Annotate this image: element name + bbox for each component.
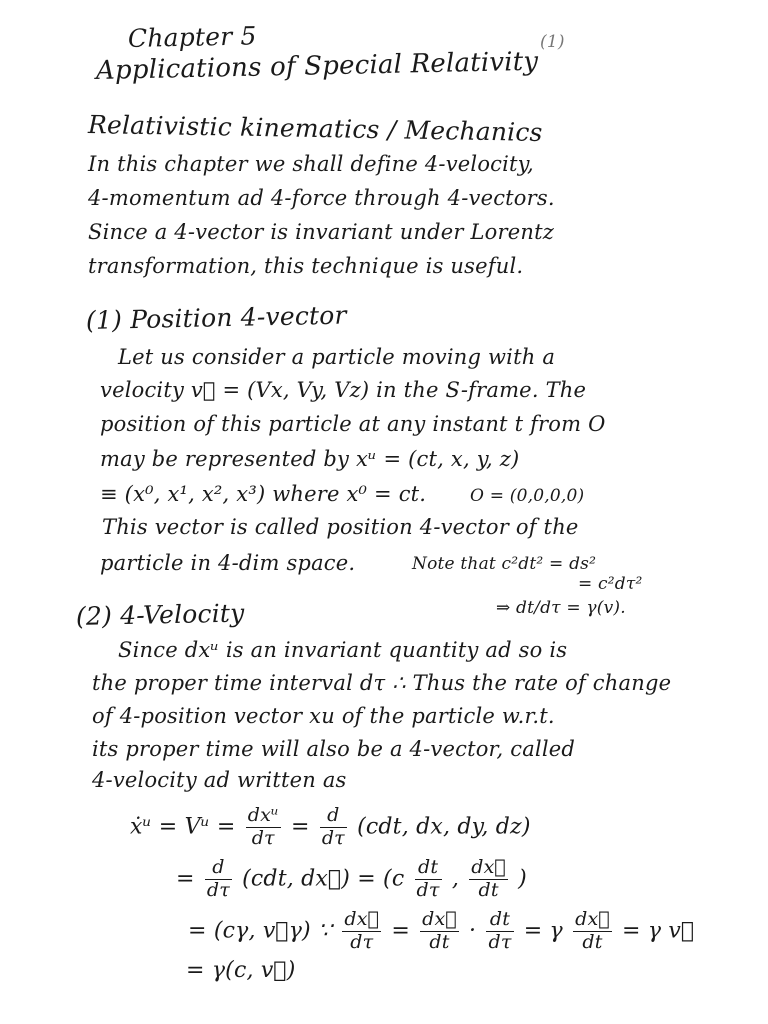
chapter-title: Applications of Special Relativity (95, 46, 539, 86)
page-mark: (1) (540, 32, 565, 52)
origin-note: O = (0,0,0,0) (470, 486, 585, 506)
interval-note-2: = c²dτ² (578, 574, 643, 594)
velocity-line-1: Since dxᵘ is an invariant quantity ad so is (118, 638, 568, 662)
position-heading: (1) Position 4-vector (85, 300, 347, 335)
position-line-4: may be represented by xᵘ = (ct, x, y, z) (100, 447, 520, 471)
eq2-num-3: dx⃗ (471, 856, 506, 878)
eq2-equals: = (176, 866, 195, 892)
position-line-2: velocity v⃗ = (Vx, Vy, Vz) in the S-frame. The (100, 378, 587, 402)
chapter-label: Chapter 5 (127, 21, 257, 53)
eq1-fraction-2 (320, 806, 347, 849)
eq1-rhs: (cdt, dx, dy, dz) (357, 814, 531, 840)
eq3-equals-1: = (391, 918, 410, 944)
eq1-den-2: dτ (321, 826, 345, 849)
eq2-den-3: dt (478, 878, 499, 901)
equation-3 (188, 910, 694, 953)
eq3-dot: · (469, 918, 477, 944)
eq3-num-2: dx⃗ (422, 908, 457, 930)
eq3-num-4: dx⃗ (575, 908, 610, 930)
eq3-fraction-1 (342, 910, 381, 953)
eq3-equals-2: = γ (523, 918, 563, 944)
eq2-comma: , (451, 866, 460, 892)
position-line-6: This vector is called position 4-vector of the (102, 515, 579, 539)
velocity-line-5: 4-velocity ad written as (92, 768, 347, 792)
eq2-fraction-3 (469, 858, 508, 901)
eq2-fraction-2 (415, 858, 442, 901)
eq3-fraction-4 (573, 910, 612, 953)
eq2-den-2: dτ (416, 878, 440, 901)
velocity-line-3: of 4-position vector xu of the particle w.r.t. (92, 704, 555, 728)
interval-note-3: ⇒ dt/dτ = γ(v). (496, 598, 626, 618)
velocity-line-4: its proper time will also be a 4-vector, called (92, 737, 576, 761)
intro-line-3: Since a 4-vector is invariant under Lorentz (88, 220, 555, 244)
eq3-num-3: dt (486, 910, 513, 932)
equation-1 (130, 806, 531, 849)
intro-line-4: transformation, this technique is useful. (88, 254, 524, 278)
equation-2 (176, 858, 527, 901)
eq2-fraction-1 (205, 858, 232, 901)
position-line-1: Let us consider a particle moving with a (118, 345, 556, 369)
section-heading: Relativistic kinematics / Mechanics (87, 110, 543, 147)
eq3-num-1: dx⃗ (344, 908, 380, 930)
eq3-end: = γ v⃗ (622, 918, 695, 944)
eq3-den-1: dτ (350, 930, 374, 953)
eq1-num-2: d (320, 806, 347, 828)
eq1-den-1: dτ (251, 826, 275, 849)
position-line-7: particle in 4-dim space. (100, 551, 356, 575)
eq3-den-2: dt (429, 930, 450, 953)
eq3-fraction-2 (420, 910, 459, 953)
eq3-den-3: dτ (488, 930, 512, 953)
intro-line-2: 4-momentum ad 4-force through 4-vectors. (88, 186, 555, 210)
eq1-lhs: ẋᵘ = Vᵘ = (130, 814, 236, 840)
eq2-mid: (cdt, dx⃗) = (c (242, 866, 405, 892)
eq1-mid: = (290, 814, 310, 840)
interval-note-1: Note that c²dt² = ds² (412, 554, 597, 574)
eq2-close: ) (518, 866, 527, 892)
eq3-den-4: dt (582, 930, 603, 953)
eq3-lhs: = (cγ, v⃗γ) ∵ (188, 918, 333, 944)
position-line-5: ≡ (x⁰, x¹, x², x³) where x⁰ = ct. (100, 482, 427, 506)
eq2-den-1: dτ (206, 878, 230, 901)
velocity-heading: (2) 4-Velocity (75, 598, 245, 631)
position-line-3: position of this particle at any instant t from O (100, 412, 606, 436)
equation-4: = γ(c, v⃗) (186, 958, 296, 983)
intro-line-1: In this chapter we shall define 4-velocity, (88, 152, 534, 176)
eq1-fraction-1 (246, 806, 281, 849)
eq1-num-1: dxᵘ (247, 804, 279, 826)
eq2-num-1: d (205, 858, 232, 880)
eq2-num-2: dt (415, 858, 442, 880)
eq3-fraction-3 (486, 910, 513, 953)
velocity-line-2: the proper time interval dτ ∴ Thus the rate of change (92, 671, 672, 695)
